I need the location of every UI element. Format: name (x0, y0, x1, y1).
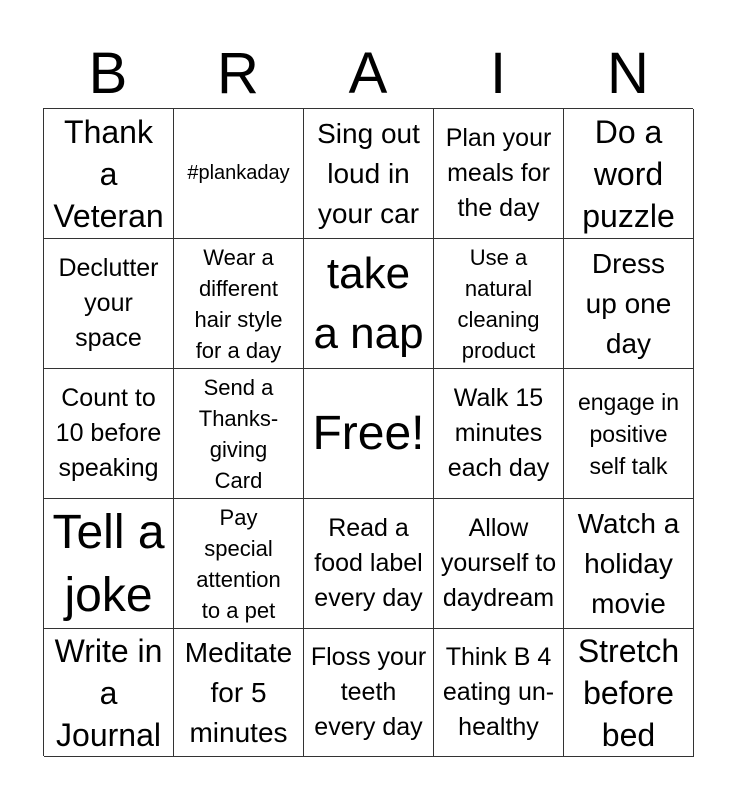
bingo-cell[interactable] (44, 369, 174, 499)
bingo-cell[interactable] (44, 499, 174, 629)
bingo-cell[interactable] (434, 629, 564, 757)
bingo-header (43, 40, 693, 108)
cell-text: Watch a holiday movie (577, 507, 680, 619)
bingo-cell[interactable] (564, 499, 694, 629)
cell-text: Think B 4 eating un- healthy (442, 643, 555, 741)
bingo-cell[interactable] (44, 629, 174, 757)
header-letter-b: B (88, 41, 128, 106)
cell-text: Meditate for 5 minutes (184, 636, 293, 748)
bingo-cell[interactable] (304, 239, 434, 369)
cell-text: Use a natural cleaning product (457, 244, 540, 363)
cell-text: Stretch before bed (577, 632, 680, 753)
cell-text: Count to 10 before speaking (55, 384, 162, 482)
bingo-cell[interactable] (564, 629, 694, 757)
cell-text: Allow yourself to daydream (440, 514, 557, 612)
bingo-cell[interactable] (304, 109, 434, 239)
bingo-cell[interactable] (44, 239, 174, 369)
bingo-cell[interactable] (44, 109, 174, 239)
cell-text: Send a Thanks- giving Card (198, 374, 279, 493)
bingo-cell[interactable] (304, 629, 434, 757)
header-letter-r: R (217, 41, 259, 106)
cell-text: Write in a Journal (54, 632, 163, 753)
bingo-grid (43, 108, 693, 756)
header-letter-a: A (348, 41, 388, 106)
bingo-cell[interactable] (174, 629, 304, 757)
bingo-cell[interactable] (434, 109, 564, 239)
bingo-cell[interactable] (434, 499, 564, 629)
cell-text: Wear a different hair style for a day (194, 244, 283, 363)
header-letter-n: N (607, 41, 649, 106)
cell-text: Dress up one day (585, 247, 672, 359)
cell-text: take a nap (313, 248, 424, 358)
bingo-cell[interactable] (304, 499, 434, 629)
cell-text: Pay special attention to a pet (196, 504, 281, 623)
bingo-cell[interactable] (174, 499, 304, 629)
cell-text: Declutter your space (58, 254, 159, 352)
bingo-cell[interactable] (564, 369, 694, 499)
bingo-cell[interactable] (564, 239, 694, 369)
free-space[interactable] (304, 369, 434, 499)
cell-text: Sing out loud in your car (317, 117, 420, 229)
bingo-cell[interactable] (434, 239, 564, 369)
cell-text: Free! (312, 406, 425, 460)
bingo-cell[interactable] (564, 109, 694, 239)
cell-text: engage in positive self talk (577, 388, 680, 479)
cell-text: Tell a joke (52, 505, 165, 622)
bingo-cell[interactable] (434, 369, 564, 499)
cell-text: #plankaday (187, 162, 290, 184)
bingo-cell[interactable] (174, 239, 304, 369)
cell-text: Walk 15 minutes each day (447, 384, 550, 482)
cell-text: Do a word puzzle (582, 113, 675, 234)
cell-text: Read a food label every day (314, 514, 423, 612)
cell-text: Thank a Veteran (53, 113, 164, 234)
bingo-cell[interactable] (174, 369, 304, 499)
header-letter-i: I (489, 41, 507, 106)
bingo-cell[interactable] (174, 109, 304, 239)
cell-text: Plan your meals for the day (445, 124, 552, 222)
cell-text: Floss your teeth every day (310, 643, 427, 741)
